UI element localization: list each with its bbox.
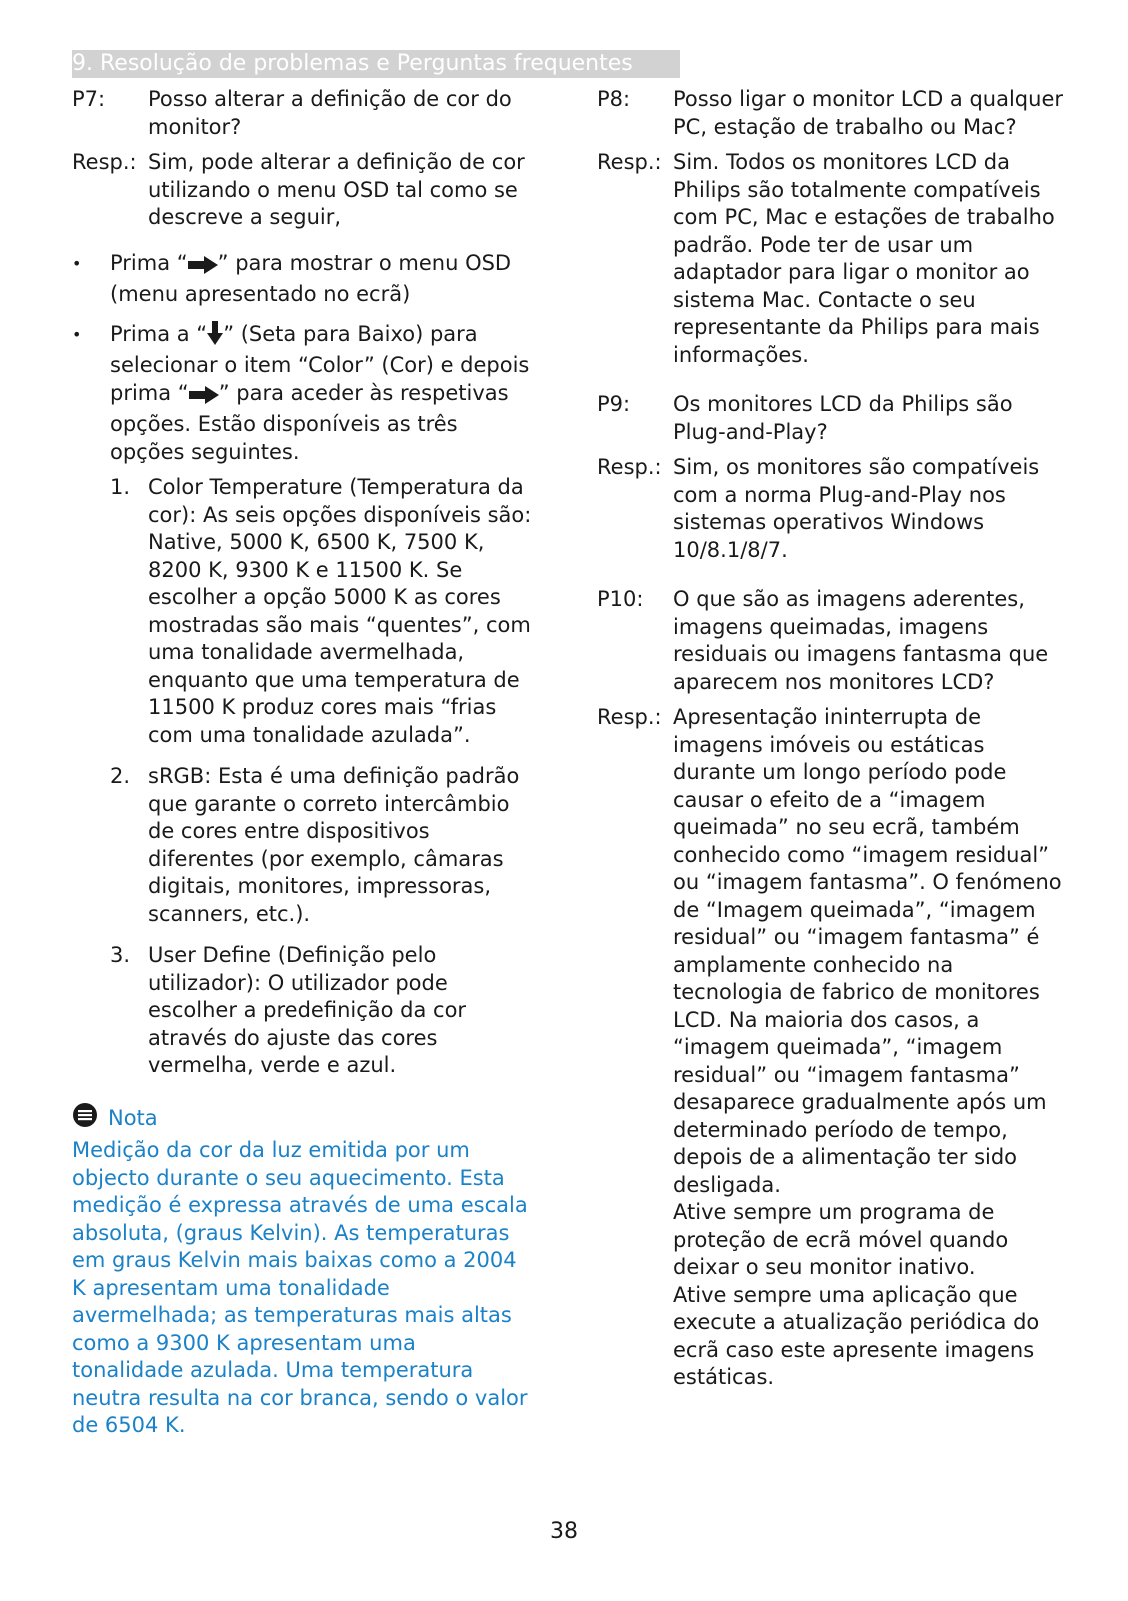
answer-label: Resp.: (597, 455, 662, 479)
bullet-dot: • (72, 324, 82, 344)
note-icon (72, 1102, 98, 1136)
question-p10 (597, 586, 1067, 696)
question-text: Posso alterar a definição de cor do monitor? (148, 87, 512, 139)
bullet-text-part: ” para mostrar o menu OSD (menu apresentado no ecrã) (110, 250, 512, 306)
arrow-down-icon (207, 321, 223, 353)
section-title: 9. Resolução de problemas e Perguntas frequentes (72, 51, 633, 76)
question-label: P8: (597, 87, 631, 111)
answer-text: Sim. Todos os monitores LCD da Philips são totalmente compatíveis com PC, Mac e estações de trabalho padrão. Pode ter de usar um adaptador para ligar o monitor ao sistema Mac. Contacte o seu representante da Philips para mais informações. (673, 150, 1055, 367)
question-label: P10: (597, 587, 644, 611)
list-item (110, 763, 532, 928)
arrow-right-icon (189, 384, 219, 412)
list-text: sRGB: Esta é uma definição padrão que garante o correto intercâmbio de cores entre dispositivos diferentes (por exemplo, câmaras digitais, monitores, impressoras, scanners, etc.). (148, 764, 520, 926)
list-item (110, 474, 532, 749)
note-text: Medição da cor da luz emitida por um objecto durante o seu aquecimento. Esta medição é expressa através de uma escala absoluta, (graus Kelvin). As temperaturas em graus Kelvin mais baixas como a 2004 K apresentam uma tonalidade avermelhada; as temperaturas mais altas como a 9300 K apresentam uma tonalidade azulada. Uma temperatura neutra resulta na cor branca, sendo o valor de 6504 K. (72, 1138, 528, 1437)
answer-label: Resp.: (597, 705, 662, 729)
answer-p8 (597, 149, 1067, 369)
bullet-text-part: Prima a “ (110, 321, 208, 346)
note-header (72, 1102, 532, 1136)
bullet-text-part: Prima “ (110, 250, 188, 275)
section-header (72, 50, 680, 78)
page-number: 38 (550, 1519, 578, 1544)
bullet-item (72, 250, 532, 309)
answer-text (673, 704, 1067, 1392)
question-text: Os monitores LCD da Philips são Plug-and-Play? (673, 392, 1013, 444)
question-p7 (72, 86, 532, 141)
list-number: 3. (110, 943, 131, 967)
answer-paragraph: Apresentação ininterrupta de imagens imóveis ou estáticas durante um longo período pode causar o efeito de a “imagem queimada” no seu ecrã, também conhecido como “imagem residual” ou “imagem fantasma”. O fenómeno de “Imagem queimada”, “imagem residual” ou “imagem fantasma” é amplamente conhecido na tecnologia de fabrico de monitores LCD. Na maioria dos casos, a “imagem queimada”, “imagem residual” ou “imagem fantasma” desaparece gradualmente após um determinado período de tempo, depois de a alimentação ter sido desligada. (673, 705, 1062, 1197)
question-text: Posso ligar o monitor LCD a qualquer PC, estação de trabalho ou Mac? (673, 87, 1063, 139)
bullet-item (72, 321, 532, 467)
list-number: 1. (110, 475, 131, 499)
bullet-text (110, 321, 532, 467)
list-text: Color Temperature (Temperatura da cor): As seis opções disponíveis são: Native, 5000 K, 6500 K, 7500 K, 8200 K, 9300 K e 11500 K. Se escolher a opção 5000 K as cores mostradas são mais “quentes”, com uma tonalidade avermelhada, enquanto que uma temperatura de 11500 K produz cores mais “frias com uma tonalidade azulada”. (148, 475, 532, 747)
list-item (110, 942, 532, 1080)
list-text: User Define (Definição pelo utilizador): O utilizador pode escolher a predefinição da cor através do ajuste das cores vermelha, verde e azul. (148, 943, 467, 1077)
question-label: P7: (72, 87, 106, 111)
list-number: 2. (110, 764, 131, 788)
answer-text: Sim, pode alterar a definição de cor utilizando o menu OSD tal como se descreve a seguir, (148, 150, 525, 229)
answer-label: Resp.: (597, 150, 662, 174)
question-label: P9: (597, 392, 631, 416)
left-column (72, 86, 532, 1440)
question-p9 (597, 391, 1067, 446)
bullet-text (110, 250, 532, 309)
question-p8 (597, 86, 1067, 141)
bullet-text-part: ” para aceder às respetivas opções. Estão disponíveis as três opções seguintes. (110, 380, 509, 464)
note-box (72, 1102, 532, 1440)
answer-label: Resp.: (72, 150, 137, 174)
question-text: O que são as imagens aderentes, imagens queimadas, imagens residuais ou imagens fantasma que aparecem nos monitores LCD? (673, 587, 1049, 694)
answer-paragraph: Ative sempre uma aplicação que execute a atualização periódica do ecrã caso este apresente imagens estáticas. (673, 1282, 1040, 1389)
answer-p7 (72, 149, 532, 232)
bullet-dot: • (72, 253, 82, 273)
answer-paragraph: Ative sempre um programa de proteção de ecrã móvel quando deixar o seu monitor inativo. (673, 1200, 1009, 1279)
answer-p10 (597, 704, 1067, 1392)
bullet-text-part: ” (Seta para Baixo) para selecionar o item “Color” (Cor) e depois prima “ (110, 321, 530, 405)
right-column (597, 86, 1067, 1392)
arrow-right-icon (188, 254, 218, 282)
answer-text: Sim, os monitores são compatíveis com a norma Plug-and-Play nos sistemas operativos Windows 10/8.1/8/7. (673, 455, 1040, 562)
answer-p9 (597, 454, 1067, 564)
note-title: Nota (108, 1105, 158, 1130)
